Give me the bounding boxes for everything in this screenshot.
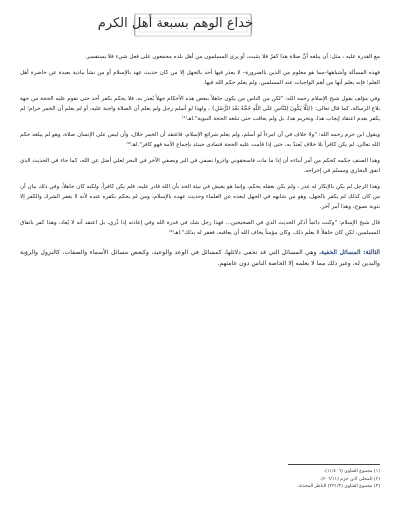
paragraph-1: مع القدرة عليه ، مثل: أن يبلغه أنَّ صلاة هذا كفرٌ فلا يتثبت، أو يرى المسلمون من أهل بلده مجمعون على فعل شيء فلا يستفسر. — [85, 54, 380, 60]
paragraph-5: وهذا الصنف حكمه كحكم من أمر أبناءه أن إذا ما مات فاسحقوني واذروا نصفي في البر ونصفي الآخر في البحر لعلي أضل عن الله، كما جاء في الحديث الذي اتفق البخاري ومسلم في إخراجه. — [20, 158, 380, 174]
footnote-2: (٢) المحلى لابن حزم (٢٠٦/١١). — [319, 476, 380, 482]
footnotes — [180, 468, 380, 491]
footnote-1: (١) مجموع الفتاوى (١١/٤٠٦). — [323, 469, 380, 474]
footnote-3: (٣) مجموع الفتاوى (٢٣١/٣) الناظر المحدثة. — [297, 484, 380, 490]
document-body — [20, 52, 380, 275]
section-third-text: وهي المسائل التي قد تخفى دلائلها، كمسائل في الوعد والوعيد، وكبعض مسائل الأسماء والصفات، كالنزول والرؤية والبدين له، وغير ذلك مما لا يعلمه إلا الخاصة الناس دون عامتهم. — [20, 249, 380, 267]
paragraph-4: ويقول ابن حزم رحمه الله: "ولا خلاف في أن امرءاً لو أسلم، ولم يعلم شرائع الإسلام، فاعتقد أن الخمر حلال، وأن ليس على الإنسان صلاة، وهو لم يبلغه حكم الله تعالى، لم يكن كافراً بلا خلاف يُعتدّ به، حتى إذا قامت عليه الحجة فتمادى حينئذ بإجماع الأمة فهو كافر".اهـ⁽²⁾ — [20, 132, 380, 148]
footnote-divider — [288, 464, 380, 465]
section-third-heading: الثالثة: المسائل الخفية، — [319, 249, 380, 256]
paragraph-6: وهذا الرجل لم يكن بالإنكار له عذر ، ولم يكن بعقله يحكم، وإنما هو يعيش في بيئة الحد بأن الله قادر عليه، فلم يكن كافراً، ولكنه كان جاهلاً، وفي ذلك بيان أن من كان كذلك لم يكفر بالجهل، وهو من شابهه في الجهل لبعده عن العلماء وحديث عهده بالإسلام، ومن لم يحكم بكفره عنده لأنه لا يغفر الشرك والكفر إلا بتوبة نصوح، وهذا أمر آخر. — [20, 184, 380, 210]
section-third — [20, 247, 380, 269]
paragraph-3: وفي مؤلف يقول شيخ الإسلام رحمه الله: "لكن من الناس من يكون جاهلاً ببعض هذه الأحكام جهلاً يُعذر به، فلا يحكم بكفر أحد حتى تقوم عليه الحجة من جهة بلاغ الرسالة، كما قال تعالى: ﴿لِئَلَّا يَكُونَ لِلنَّاسِ عَلَى اللَّهِ حُجَّةٌ بَعْدَ الرُّسُلِ﴾ ، ولهذا لو أسلم رجل ولم يعلم أن الصلاة واجبة عليه، أو لم يعلم أن الخمر حرام؛ لم يكفر بعدم اعتقاد إيجاب هذا، وتحريم هذا، بل ولم يعاقب حتى تبلغه الحجة النبوية".اهـ⁽¹⁾ — [20, 96, 380, 122]
header-banner — [97, 8, 253, 42]
paragraph-7: قال شيخ الإسلام: "وكنت دائماً أذكر الحديث الذي في الصحيحين... فهذا رجل شك في قدرة الله وفي إعادته إذا ذُري، بل اعتقد أنه لا يُعاد، وهذا كفر باتفاق المسلمين، لكن كان جاهلاً لا يعلم ذلك، وكان مؤمناً يخاف الله أن يعاقبه، فغفر له بذلك".اهـ⁽³⁾ — [20, 220, 380, 236]
paragraph-2: فهذه المسألة وأشباهها–مما هو معلوم من الدين بالضرورة– لا يعذر فيها أحد بالجهل إلا من كان حديث عهد بالإسلام أو من نشأ ببادية بعيدة عن حاضرة أهل العلم؛ فإنه يعلم أنها من أهم الواجبات عند المسلمين، ولم يعلم حكم الله فيها. — [20, 70, 380, 86]
header-title: خداع الوهم بسبعة أهل الكرم — [97, 16, 253, 31]
